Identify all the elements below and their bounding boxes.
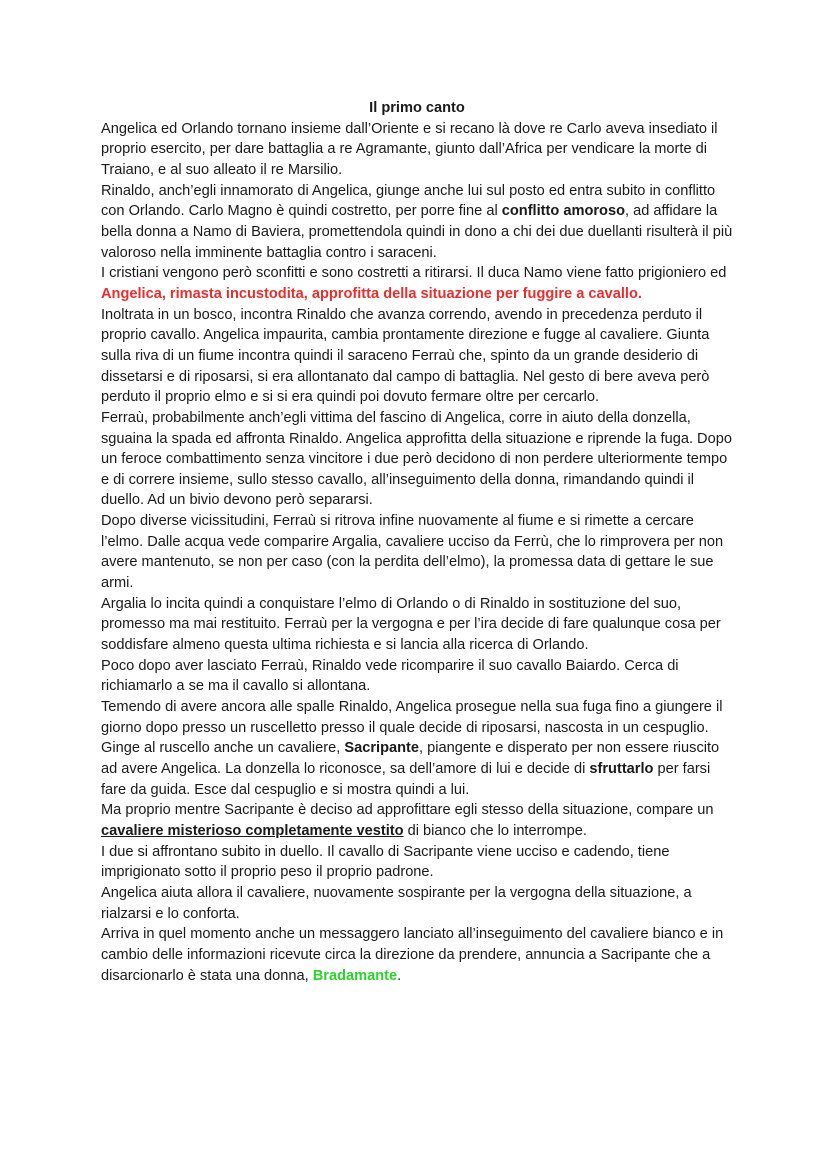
paragraph-9-text: Temendo di avere ancora alle spalle Rinaldo, Angelica prosegue nella sua fuga fino a giungere il giorno dopo presso un ruscelletto presso il quale decide di riposarsi, nascosta in un cespuglio. <box>101 699 723 736</box>
green-highlight-bradamante: Bradamante <box>312 967 398 984</box>
paragraph-5 <box>101 408 733 511</box>
bold-sacripante: Sacripante <box>344 740 419 757</box>
paragraph-2 <box>101 181 733 264</box>
paragraph-6 <box>101 511 733 594</box>
paragraph-1 <box>101 119 733 181</box>
paragraph-13-text: Angelica aiuta allora il cavaliere, nuovamente sospirante per la vergogna della situazione, a rialzarsi e lo conforta. <box>101 884 692 922</box>
paragraph-10-middle: , piangente e disperato per non essere riuscito ad avere Angelica. La donzella lo riconosce, sa dell’amore di lui e decide di <box>101 740 720 777</box>
paragraph-13 <box>101 883 733 924</box>
paragraph-5-text: Ferraù, probabilmente anch’egli vittima del fascino di Angelica, corre in aiuto della donzella, sguaina la spada ed affronta Rinaldo. Angelica approfitta della situazione e riprende la fuga. Dopo un feroce combattimento senza vincitore i due però decidono di non perdere ulteriormente tempo e di correre insieme, sullo stesso cavallo, all’inseguimento della donna, rimandando quindi il duello. Ad un bivio devono però separarsi. <box>101 409 732 509</box>
paragraph-2-before: Rinaldo, anch’egli innamorato di Angelica, giunge anche lui sul posto ed entra subito in conflitto con Orlando. Carlo Magno è quindi costretto, per porre fine al <box>101 182 716 220</box>
paragraph-4-text: Inoltrata in un bosco, incontra Rinaldo che avanza correndo, avendo in precedenza perduto il proprio cavallo. Angelica impaurita, cambia prontamente direzione e fugge al cavaliere. Giunta sulla riva di un fiume incontra quindi il saraceno Ferraù che, spinto da un grande desiderio di dissetarsi e di riposarsi, si era allontanato dal campo di battaglia. Nel gesto di bere aveva però perduto il proprio elmo e si si era quindi poi dovuto fermare oltre per cercarlo. <box>101 306 710 406</box>
paragraph-4 <box>101 305 733 408</box>
paragraph-14-after: . <box>397 967 402 984</box>
paragraph-2-after: , ad affidare la bella donna a Namo di Baviera, promettendola quindi in dono a chi dei due duellanti risulterà il più valoroso nella imminente battaglia contro i saraceni. <box>101 203 733 261</box>
paragraph-14-before: Arriva in quel momento anche un messaggero lanciato all’inseguimento del cavaliere bianco e in cambio delle informazioni ricevute circa la direzione da prendere, annuncia a Sacripante che a disarcionarlo è stata una donna, <box>101 926 724 984</box>
red-highlight-angelica-fugge: Angelica, rimasta incustodita, approfitta della situazione per fuggire a cavallo. <box>101 285 642 302</box>
document-title: Il primo canto <box>369 100 465 116</box>
paragraph-8 <box>101 656 733 697</box>
underline-cavaliere-misterioso: cavaliere misterioso completamente vestito <box>101 822 404 839</box>
paragraph-12-text: I due si affrontano subito in duello. Il cavallo di Sacripante viene ucciso e cadendo, tiene imprigionato sotto il proprio peso il proprio padrone. <box>101 843 670 881</box>
paragraph-10 <box>101 738 733 800</box>
document-body <box>101 98 733 986</box>
paragraph-8-text: Poco dopo aver lasciato Ferraù, Rinaldo vede ricomparire il suo cavallo Baiardo. Cerca di richiamarlo a se ma il cavallo si allontana. <box>101 657 679 695</box>
paragraph-10-after: per farsi fare da guida. Esce dal cespuglio e si mostra quindi a lui. <box>101 761 711 798</box>
bold-conflitto-amoroso: conflitto amoroso <box>501 203 625 220</box>
paragraph-11-before: Ma proprio mentre Sacripante è deciso ad approfittare egli stesso della situazione, compare un <box>101 802 714 819</box>
paragraph-7-text: Argalia lo incita quindi a conquistare l’elmo di Orlando o di Rinaldo in sostituzione del suo, promesso ma mai restituito. Ferraù per la vergogna e per l’ira decide di fare qualunque cosa per soddisfare almeno questa ultima richiesta e si lancia alla ricerca di Orlando. <box>101 595 721 654</box>
paragraph-3-before: I cristiani vengono però sconfitti e sono costretti a ritirarsi. Il duca Namo viene fatto prigioniero ed <box>101 265 727 282</box>
paragraph-1-text: Angelica ed Orlando tornano insieme dall’Oriente e si recano là dove re Carlo aveva insediato il proprio esercito, per dare battaglia a re Agramante, giunto dall’Africa per vendicare la morte di Traiano, e al suo alleato il re Marsilio. <box>101 120 718 178</box>
paragraph-12 <box>101 842 733 883</box>
paragraph-9 <box>101 697 733 738</box>
paragraph-10-before: Ginge al ruscello anche un cavaliere, <box>101 740 345 757</box>
paragraph-6-text: Dopo diverse vicissitudini, Ferraù si ritrova infine nuovamente al fiume e si rimette a cercare l’elmo. Dalle acqua vede comparire Argalia, cavaliere ucciso da Ferrù, che lo rimprovera per non avere mantenuto, se non per caso (con la perdita dell’elmo), la promessa data di gettare le sue armi. <box>101 513 724 592</box>
paragraph-3 <box>101 263 733 304</box>
paragraph-7 <box>101 594 733 656</box>
paragraph-11-after: di bianco che lo interrompe. <box>403 822 587 839</box>
paragraph-14 <box>101 924 733 986</box>
bold-sfruttarlo: sfruttarlo <box>589 761 654 777</box>
paragraph-11 <box>101 800 733 841</box>
